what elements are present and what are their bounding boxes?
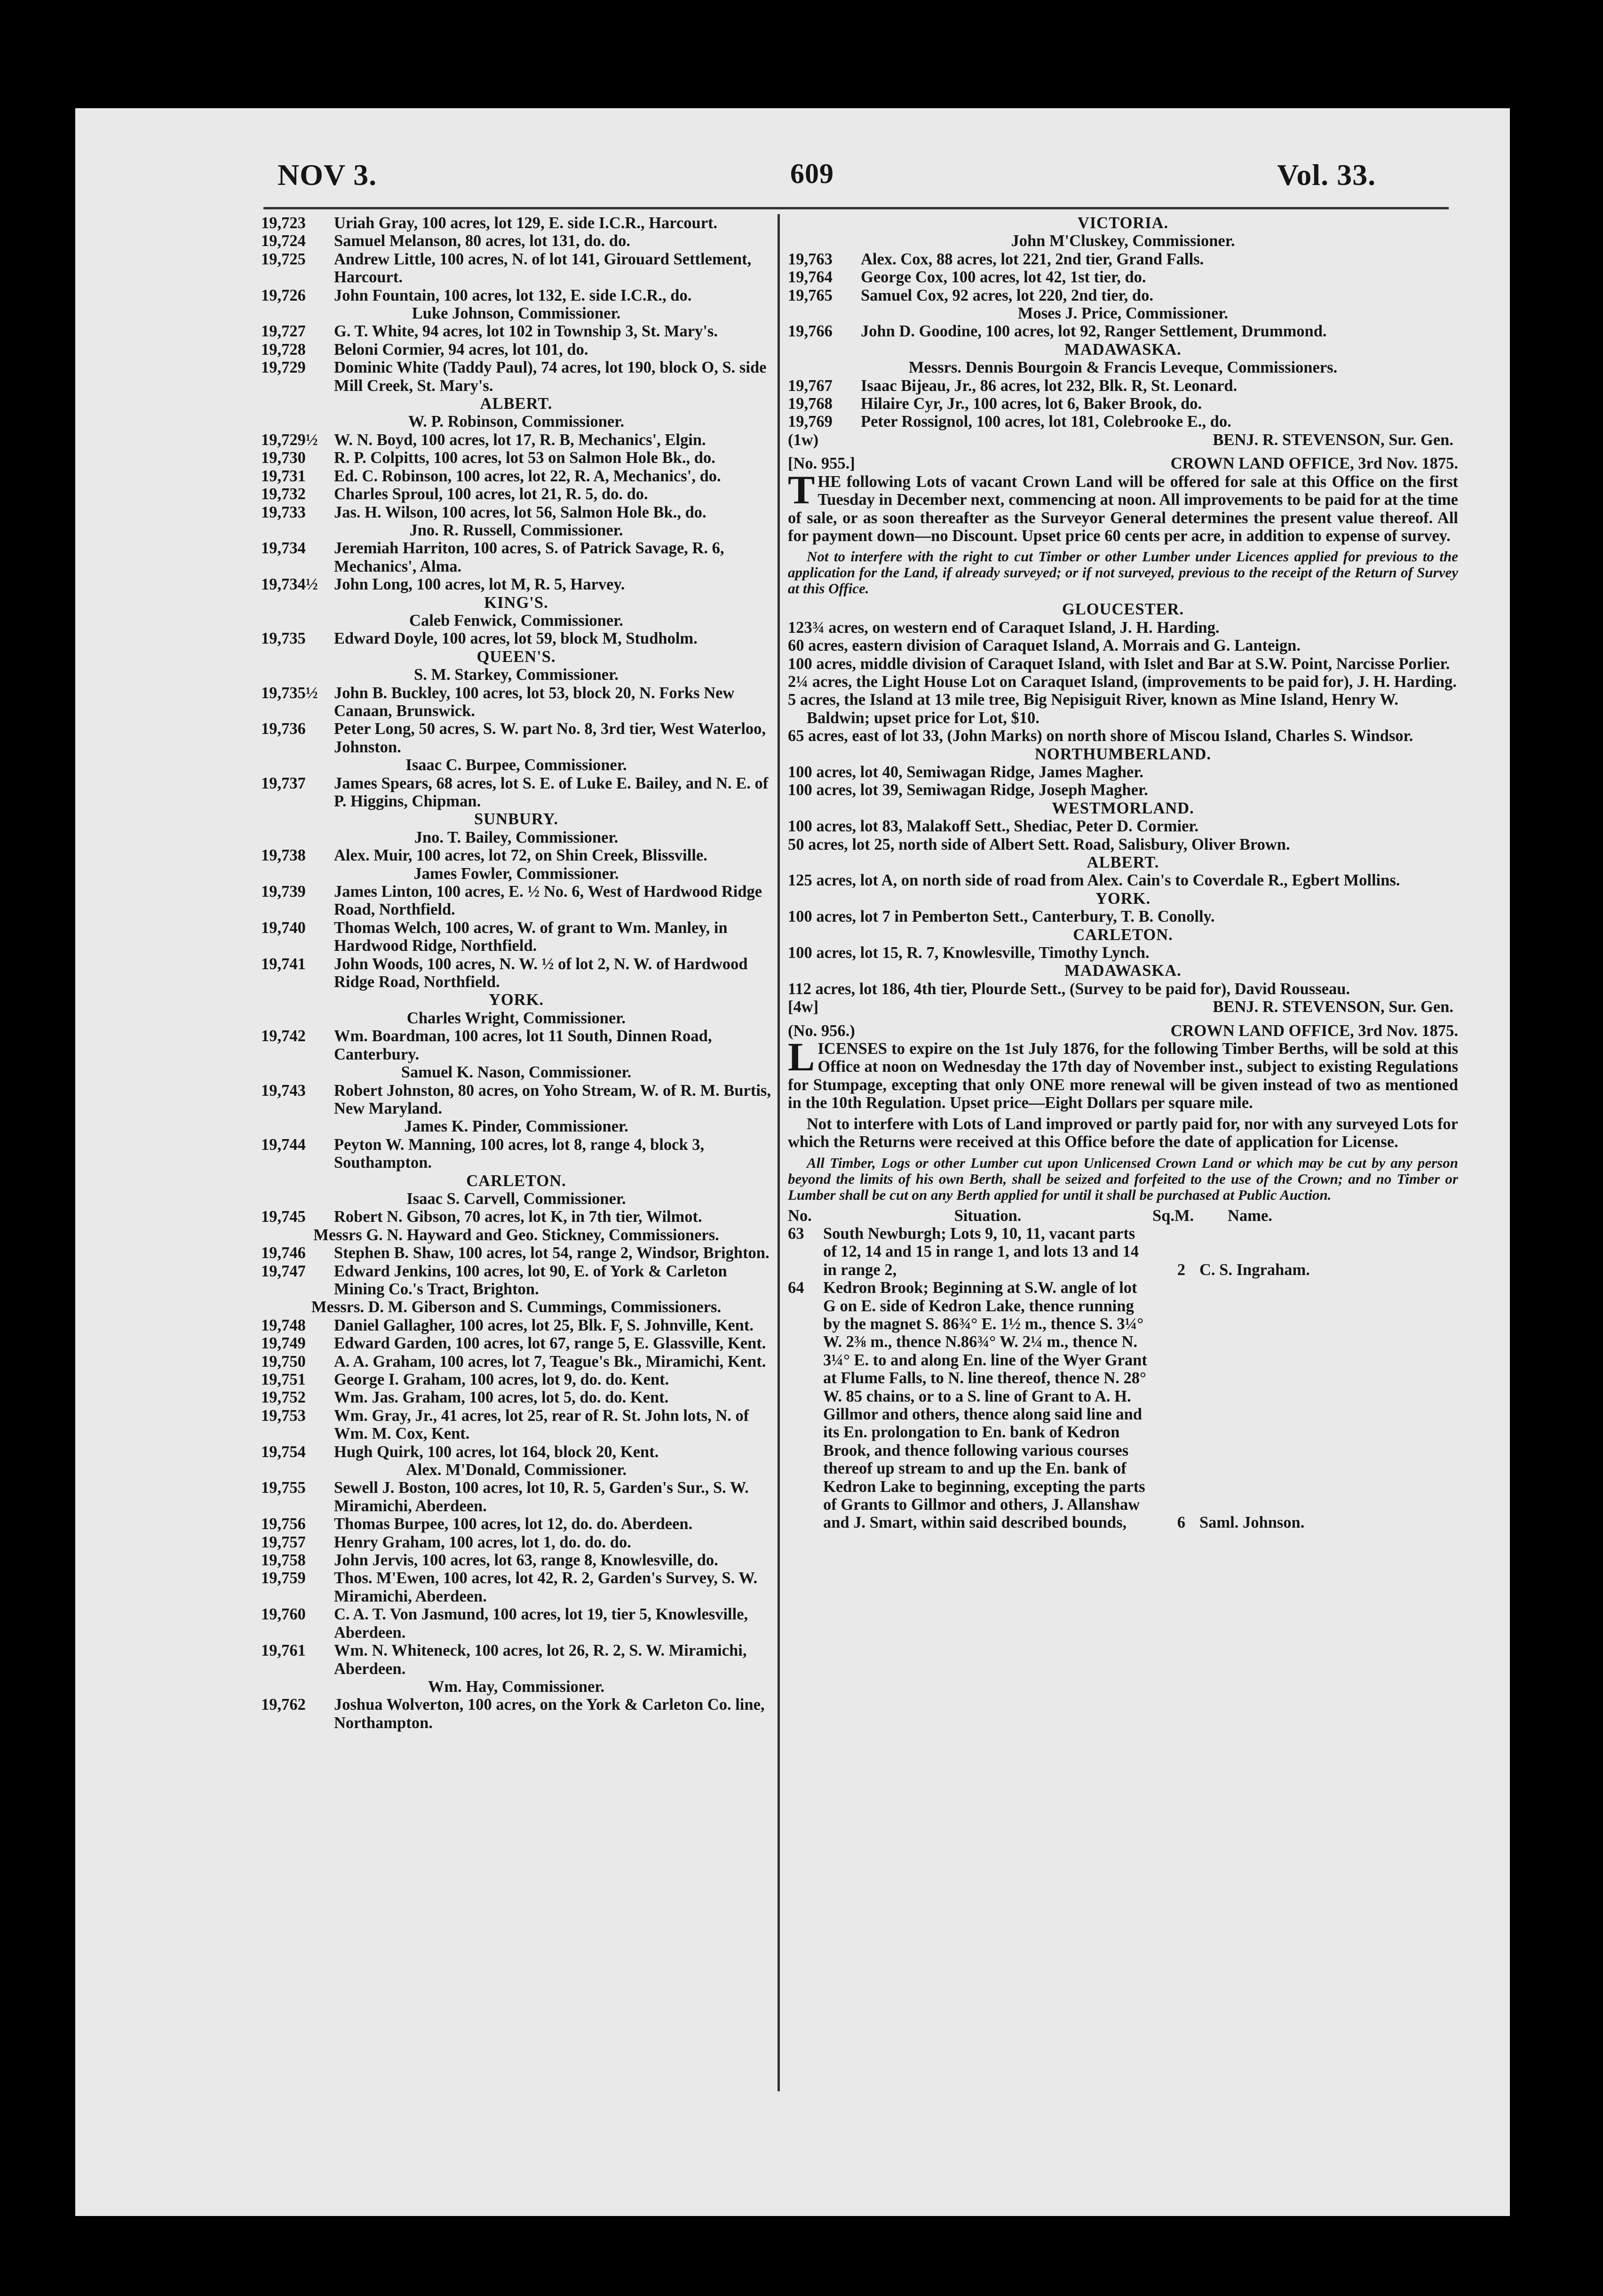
county-heading: GLOUCESTER. bbox=[1062, 600, 1184, 619]
grant-entry bbox=[788, 413, 1458, 430]
grant-entry bbox=[261, 1388, 771, 1406]
grant-entry bbox=[261, 485, 771, 503]
entry-number: 19,729 bbox=[261, 359, 306, 377]
grant-entry bbox=[261, 214, 771, 232]
commissioner-line: W. P. Robinson, Commissioner. bbox=[408, 413, 625, 431]
notice-body bbox=[788, 467, 1458, 545]
county-heading: NORTHUMBERLAND. bbox=[1034, 745, 1212, 763]
entry-text: Jeremiah Harriton, 100 acres, S. of Patrick Savage, R. 6, Mechanics', Alma. bbox=[334, 539, 724, 575]
insertion-mark: [4w] bbox=[788, 998, 819, 1016]
entry-text: Beloni Cormier, 94 acres, lot 101, do. bbox=[334, 340, 588, 359]
county-heading: QUEEN'S. bbox=[476, 647, 556, 666]
entry-number: 19,736 bbox=[261, 720, 306, 738]
commissioner-line: Luke Johnson, Commissioner. bbox=[412, 304, 621, 323]
entry-text: C. A. T. Von Jasmund, 100 acres, lot 19, tier 5, Knowlesville, Aberdeen. bbox=[334, 1605, 748, 1642]
entry-number: 19,767 bbox=[788, 376, 833, 395]
left-column bbox=[261, 214, 771, 1732]
entry-number: 19,738 bbox=[261, 846, 306, 865]
column-divider bbox=[778, 214, 780, 2091]
entry-number: 19,728 bbox=[261, 340, 306, 359]
grant-entry bbox=[261, 1479, 771, 1515]
entry-text: Jas. H. Wilson, 100 acres, lot 56, Salmon Hole Bk., do. bbox=[334, 503, 706, 521]
grant-entry bbox=[261, 449, 771, 467]
grant-entry bbox=[261, 1443, 771, 1461]
commissioner-line: James K. Pinder, Commissioner. bbox=[404, 1117, 628, 1136]
grant-entry bbox=[261, 684, 771, 720]
lot-entry: 5 acres, the Island at 13 mile tree, Big Nepisiguit River, known as Mine Island, Henry W. Baldwin; upset price for Lot, $10. bbox=[788, 691, 1398, 727]
entry-number: 19,726 bbox=[261, 286, 306, 304]
commissioner-line: Messrs G. N. Hayward and Geo. Stickney, Commissioners. bbox=[313, 1226, 719, 1244]
grant-entry bbox=[788, 322, 1458, 340]
entry-number: 19,754 bbox=[261, 1443, 306, 1461]
lot-entry: 100 acres, lot 40, Semiwagan Ridge, James Magher. bbox=[788, 763, 1144, 781]
county-heading: ALBERT. bbox=[1087, 853, 1159, 871]
entry-text: Charles Sproul, 100 acres, lot 21, R. 5, do. do. bbox=[334, 485, 648, 503]
grant-entry bbox=[261, 1208, 771, 1226]
entry-text: John Fountain, 100 acres, lot 132, E. side I.C.R., do. bbox=[334, 286, 692, 304]
county-heading: YORK. bbox=[1095, 889, 1151, 908]
lot-entry: 100 acres, middle division of Caraquet Island, with Islet and Bar at S.W. Point, Narcisse Porlier. bbox=[788, 654, 1450, 673]
grant-entry bbox=[261, 1642, 771, 1678]
entry-text: Peter Rossignol, 100 acres, lot 181, Colebrooke E., do. bbox=[861, 413, 1231, 431]
grant-entry bbox=[261, 322, 771, 340]
entry-text: A. A. Graham, 100 acres, lot 7, Teague's Bk., Miramichi, Kent. bbox=[334, 1352, 766, 1371]
entry-text: Edward Doyle, 100 acres, lot 59, block M, Studholm. bbox=[334, 630, 698, 648]
berth-sqm: 2 bbox=[1177, 1260, 1185, 1279]
grant-entry bbox=[261, 287, 771, 304]
county-heading: MADAWASKA. bbox=[1064, 340, 1182, 359]
berth-number: 63 bbox=[788, 1224, 804, 1243]
entry-number: 19,747 bbox=[261, 1262, 306, 1280]
berths-table bbox=[788, 1207, 1458, 1532]
entry-number: 19,734½ bbox=[261, 575, 318, 594]
entry-number: 19,748 bbox=[261, 1316, 306, 1334]
entry-number: 19,739 bbox=[261, 883, 306, 901]
grant-entry bbox=[788, 287, 1458, 304]
grant-entry bbox=[261, 503, 771, 521]
entry-number: 19,756 bbox=[261, 1515, 306, 1533]
entry-number: 19,724 bbox=[261, 232, 306, 250]
county-heading: YORK. bbox=[488, 991, 544, 1009]
entry-number: 19,731 bbox=[261, 467, 306, 485]
grant-entry bbox=[261, 1262, 771, 1299]
entry-number: 19,735 bbox=[261, 630, 306, 648]
entry-text: Sewell J. Boston, 100 acres, lot 10, R. 5, Garden's Sur., S. W. Miramichi, Aberdeen. bbox=[334, 1479, 749, 1515]
commissioner-line: Messrs. D. M. Giberson and S. Cummings, Commissioners. bbox=[311, 1298, 722, 1316]
notice-number: [No. 955.] bbox=[788, 454, 855, 473]
grant-entry bbox=[788, 268, 1458, 286]
berth-name: C. S. Ingraham. bbox=[1199, 1260, 1310, 1279]
berths-table-header bbox=[788, 1207, 1458, 1225]
commissioner-line: Wm. Hay, Commissioner. bbox=[428, 1677, 605, 1696]
grant-entry bbox=[261, 1334, 771, 1352]
entry-number: 19,749 bbox=[261, 1334, 306, 1353]
notice-condition: All Timber, Logs or other Lumber cut upon Unlicensed Crown Land or which may be cut by any person beyond the limits of his own Berth, shall be seized and forfeited to the use of the Crown; and no Timber or Lumber shall be cut on any Berth applied for until it shall be purchased at Public Auction. bbox=[788, 1154, 1458, 1203]
grant-entry bbox=[261, 250, 771, 287]
lot-entry: 100 acres, lot 83, Malakoff Sett., Shediac, Peter D. Cormier. bbox=[788, 817, 1199, 836]
col-sqm-header: Sq.M. bbox=[1152, 1206, 1194, 1225]
entry-number: 19,751 bbox=[261, 1371, 306, 1388]
lot-entry: 123¾ acres, on western end of Caraquet Island, J. H. Harding. bbox=[788, 618, 1220, 637]
entry-number: 19,746 bbox=[261, 1244, 306, 1262]
entry-text: Edward Garden, 100 acres, lot 67, range 5, E. Glassville, Kent. bbox=[334, 1334, 766, 1353]
entry-number: 19,768 bbox=[788, 395, 833, 413]
county-heading: KING'S. bbox=[484, 593, 548, 612]
notice-condition: Not to interfere with the right to cut Timber or other Lumber under Licences applied for previous to the application for the Land, if already surveyed; or if not surveyed, previous to the receipt of the Return of Survey at this Office. bbox=[788, 548, 1458, 597]
entry-text: Alex. Muir, 100 acres, lot 72, on Shin Creek, Blissville. bbox=[334, 846, 707, 865]
entry-number: 19,743 bbox=[261, 1081, 306, 1100]
grant-entry bbox=[261, 1515, 771, 1533]
col-no-header: No. bbox=[788, 1206, 812, 1225]
entry-text: Joshua Wolverton, 100 acres, on the York & Carleton Co. line, Northampton. bbox=[334, 1696, 765, 1732]
entry-number: 19,723 bbox=[261, 214, 306, 232]
lot-entry: 100 acres, lot 39, Semiwagan Ridge, Joseph Magher. bbox=[788, 781, 1148, 799]
entry-text: Stephen B. Shaw, 100 acres, lot 54, range 2, Windsor, Brighton. bbox=[334, 1244, 770, 1262]
entry-text: Daniel Gallagher, 100 acres, lot 25, Blk. F, S. Johnville, Kent. bbox=[334, 1316, 754, 1334]
entry-number: 19,730 bbox=[261, 449, 306, 467]
entry-text: George Cox, 100 acres, lot 42, 1st tier, do. bbox=[861, 268, 1146, 287]
col-situation-header: Situation. bbox=[954, 1206, 1022, 1225]
commissioner-line: Isaac C. Burpee, Commissioner. bbox=[405, 756, 627, 774]
entry-number: 19,744 bbox=[261, 1135, 306, 1154]
entry-text: George I. Graham, 100 acres, lot 9, do. do. Kent. bbox=[334, 1371, 669, 1388]
entry-text: Wm. Gray, Jr., 41 acres, lot 25, rear of R. St. John lots, N. of Wm. M. Cox, Kent. bbox=[334, 1406, 749, 1443]
county-heading: ALBERT. bbox=[480, 395, 553, 413]
entry-text: Wm. Jas. Graham, 100 acres, lot 5, do. do. Kent. bbox=[334, 1388, 669, 1407]
page-number: 609 bbox=[790, 158, 834, 189]
entry-text: Hugh Quirk, 100 acres, lot 164, block 20, Kent. bbox=[334, 1443, 659, 1461]
entry-text: Wm. Boardman, 100 acres, lot 11 South, Dinnen Road, Canterbury. bbox=[334, 1027, 712, 1063]
office-date: CROWN LAND OFFICE, 3rd Nov. 1875. bbox=[1170, 454, 1458, 473]
grant-entry bbox=[261, 883, 771, 919]
entry-text: Thomas Burpee, 100 acres, lot 12, do. do. Aberdeen. bbox=[334, 1515, 693, 1533]
entry-text: James Linton, 100 acres, E. ½ No. 6, West of Hardwood Ridge Road, Northfield. bbox=[334, 883, 762, 919]
grant-entry bbox=[261, 955, 771, 991]
notice-header bbox=[788, 454, 1458, 472]
notice-header bbox=[788, 1022, 1458, 1040]
grant-entry bbox=[261, 1371, 771, 1388]
commissioner-line: James Fowler, Commissioner. bbox=[413, 864, 619, 883]
lot-entry: 65 acres, east of lot 33, (John Marks) on north shore of Miscou Island, Charles S. Windsor. bbox=[788, 727, 1413, 745]
grant-entry bbox=[261, 575, 771, 593]
entry-text: Alex. Cox, 88 acres, lot 221, 2nd tier, Grand Falls. bbox=[861, 250, 1204, 268]
lot-entry: 100 acres, lot 7 in Pemberton Sett., Canterbury, T. B. Conolly. bbox=[788, 908, 1215, 926]
grant-entry bbox=[788, 395, 1458, 413]
notice-body-text: ICENSES to expire on the 1st July 1876, for the following Timber Berths, will be sold at this Office at noon on Wednesday the 17th day of November inst., subject to existing Regulations for Stumpage, excepting that only ONE more renewal will be given instead of two as mentioned in the 10th Regulation. Upset price—Eight Dollars per square mile. bbox=[788, 1040, 1458, 1112]
insertion-mark: (1w) bbox=[788, 430, 819, 449]
entry-number: 19,763 bbox=[788, 250, 833, 268]
berth-number: 64 bbox=[788, 1279, 804, 1297]
entry-number: 19,745 bbox=[261, 1208, 306, 1226]
entry-number: 19,755 bbox=[261, 1479, 306, 1497]
entry-number: 19,769 bbox=[788, 413, 833, 431]
grant-entry bbox=[261, 1353, 771, 1371]
entry-number: 19,733 bbox=[261, 503, 306, 521]
entry-text: Wm. N. Whiteneck, 100 acres, lot 26, R. 2, S. W. Miramichi, Aberdeen. bbox=[334, 1642, 747, 1678]
entry-text: Thomas Welch, 100 acres, W. of grant to Wm. Manley, in Hardwood Ridge, Northfield. bbox=[334, 918, 728, 955]
grant-entry bbox=[261, 1696, 771, 1732]
lot-entry: 50 acres, lot 25, north side of Albert Sett. Road, Salisbury, Oliver Brown. bbox=[788, 835, 1290, 853]
entry-text: Edward Jenkins, 100 acres, lot 90, E. of York & Carleton Mining Co.'s Tract, Brighton. bbox=[334, 1262, 727, 1298]
grant-entry bbox=[261, 774, 771, 811]
entry-text: John Jervis, 100 acres, lot 63, range 8, Knowlesville, do. bbox=[334, 1551, 718, 1570]
entry-number: 19,732 bbox=[261, 485, 306, 503]
drop-cap: T bbox=[788, 467, 815, 512]
grant-entry bbox=[261, 630, 771, 647]
grant-entry bbox=[261, 1605, 771, 1642]
entry-text: R. P. Colpitts, 100 acres, lot 53 on Salmon Hole Bk., do. bbox=[334, 449, 715, 467]
entry-text: Henry Graham, 100 acres, lot 1, do. do. do. bbox=[334, 1533, 631, 1551]
grant-entry bbox=[261, 1244, 771, 1262]
entry-text: John B. Buckley, 100 acres, lot 53, block 20, N. Forks New Canaan, Brunswick. bbox=[334, 684, 735, 720]
entry-text: Robert Johnston, 80 acres, on Yoho Stream, W. of R. M. Burtis, New Maryland. bbox=[334, 1081, 771, 1117]
berth-sqm: 6 bbox=[1177, 1514, 1185, 1532]
berth-row bbox=[788, 1279, 1458, 1532]
grant-entry bbox=[261, 1082, 771, 1118]
signature: BENJ. R. STEVENSON, Sur. Gen. bbox=[1213, 430, 1453, 449]
right-column bbox=[788, 214, 1458, 1532]
entry-text: G. T. White, 94 acres, lot 102 in Township 3, St. Mary's. bbox=[334, 322, 718, 341]
commissioner-line: Messrs. Dennis Bourgoin & Francis Leveque, Commissioners. bbox=[908, 359, 1338, 377]
commissioner-line: Isaac S. Carvell, Commissioner. bbox=[406, 1189, 626, 1208]
grant-entry bbox=[261, 720, 771, 756]
entry-number: 19,750 bbox=[261, 1352, 306, 1371]
entry-text: Dominic White (Taddy Paul), 74 acres, lot 190, block O, S. side Mill Creek, St. Mary's. bbox=[334, 359, 767, 395]
county-heading: WESTMORLAND. bbox=[1052, 799, 1194, 817]
entry-number: 19,752 bbox=[261, 1388, 306, 1407]
commissioner-line: Alex. M'Donald, Commissioner. bbox=[405, 1461, 627, 1479]
notice-number: (No. 956.) bbox=[788, 1021, 855, 1040]
berth-situation: South Newburgh; Lots 9, 10, 11, vacant parts of 12, 14 and 15 in range 1, and lots 13 and 14 in range 2, bbox=[823, 1224, 1139, 1279]
entry-number: 19,761 bbox=[261, 1642, 306, 1660]
entry-number: 19,734 bbox=[261, 539, 306, 558]
commissioner-line: Jno. T. Bailey, Commissioner. bbox=[414, 828, 619, 846]
entry-number: 19,727 bbox=[261, 322, 306, 341]
grant-entry bbox=[261, 232, 771, 250]
grant-entry bbox=[261, 919, 771, 955]
lot-entry: 112 acres, lot 186, 4th tier, Plourde Sett., (Survey to be paid for), David Rousseau. bbox=[788, 980, 1350, 998]
berth-situation: Kedron Brook; Beginning at S.W. angle of lot G on E. side of Kedron Lake, thence running by the magnet S. 86¾° E. 1½ m., thence S. 3¼° W. 2⅜ m., thence N.86¾° W. 2¼ m., thence N. 3¼° E. to and along En. line of the Wyer Grant at Flume Falls, to N. line thereof, thence N. 28° W. 85 chains, or to a S. line of Grant to A. H. Gillmor and others, thence along said line and its En. prolongation to En. bank of Kedron Brook, and thence following various courses thereof up stream to and up the En. bank of Kedron Lake to beginning, excepting the parts of Grants to Gillmor and others, J. Allanshaw and J. Smart, within said described bounds, bbox=[823, 1279, 1147, 1532]
entry-text: Peyton W. Manning, 100 acres, lot 8, range 4, block 3, Southampton. bbox=[334, 1135, 705, 1172]
lot-entry: 60 acres, eastern division of Caraquet Island, A. Morrais and G. Lanteign. bbox=[788, 637, 1301, 655]
entry-text: Isaac Bijeau, Jr., 86 acres, lot 232, Blk. R, St. Leonard. bbox=[861, 376, 1238, 395]
grant-entry bbox=[261, 467, 771, 485]
signature-line bbox=[788, 998, 1458, 1016]
grant-entry bbox=[788, 377, 1458, 395]
entry-text: Peter Long, 50 acres, S. W. part No. 8, 3rd tier, West Waterloo, Johnston. bbox=[334, 720, 766, 756]
office-date: CROWN LAND OFFICE, 3rd Nov. 1875. bbox=[1170, 1021, 1458, 1040]
notice-paragraph: Not to interfere with Lots of Land improved or partly paid for, nor with any surveyed Lots for which the Returns were received at this Office before the date of application for License. bbox=[788, 1115, 1458, 1151]
gazette-page bbox=[75, 108, 1510, 2216]
entry-text: James Spears, 68 acres, lot S. E. of Luke E. Bailey, and N. E. of P. Higgins, Chipman. bbox=[334, 774, 769, 810]
county-heading: CARLETON. bbox=[1073, 925, 1173, 944]
entry-number: 19,735½ bbox=[261, 684, 318, 702]
entry-text: John Woods, 100 acres, N. W. ½ of lot 2, N. W. of Hardwood Ridge Road, Northfield. bbox=[334, 955, 748, 991]
grant-entry bbox=[261, 1136, 771, 1172]
commissioner-line: John M'Cluskey, Commissioner. bbox=[1011, 232, 1235, 250]
entry-number: 19,757 bbox=[261, 1533, 306, 1551]
commissioner-line: Jno. R. Russell, Commissioner. bbox=[409, 521, 623, 539]
notice-body-text: HE following Lots of vacant Crown Land will be offered for sale at this Office on the first Tuesday in December next, commencing at noon. All improvements to be paid for at the time of sale, or as soon thereafter as the Surveyor General determines the present value thereof. All for payment down—no Discount. Upset price 60 cents per acre, in addition to expense of survey. bbox=[788, 472, 1458, 545]
grant-entry bbox=[261, 431, 771, 449]
grant-entry bbox=[261, 1027, 771, 1063]
lot-entry: 100 acres, lot 15, R. 7, Knowlesville, Timothy Lynch. bbox=[788, 944, 1150, 962]
entry-number: 19,758 bbox=[261, 1551, 306, 1570]
signature-line bbox=[788, 431, 1458, 449]
entry-text: Hilaire Cyr, Jr., 100 acres, lot 6, Baker Brook, do. bbox=[861, 395, 1202, 413]
entry-number: 19,725 bbox=[261, 250, 306, 268]
lot-entry: 125 acres, lot A, on north side of road from Alex. Cain's to Coverdale R., Egbert Mollins. bbox=[788, 871, 1400, 890]
grant-entry bbox=[261, 1407, 771, 1443]
grant-entry bbox=[261, 846, 771, 864]
entry-text: W. N. Boyd, 100 acres, lot 17, R. B, Mechanics', Elgin. bbox=[334, 430, 706, 449]
commissioner-line: Samuel K. Nason, Commissioner. bbox=[401, 1063, 632, 1082]
right-column-items bbox=[788, 214, 1458, 1203]
entry-text: Ed. C. Robinson, 100 acres, lot 22, R. A, Mechanics', do. bbox=[334, 467, 721, 485]
grant-entry bbox=[261, 1533, 771, 1551]
berth-row bbox=[788, 1225, 1458, 1279]
entry-number: 19,766 bbox=[788, 322, 833, 341]
grant-entry bbox=[261, 1569, 771, 1605]
entry-number: 19,765 bbox=[788, 286, 833, 304]
entry-text: John D. Goodine, 100 acres, lot 92, Ranger Settlement, Drummond. bbox=[861, 322, 1327, 341]
header-rule bbox=[263, 207, 1449, 209]
county-heading: MADAWASKA. bbox=[1064, 962, 1182, 980]
berth-name: Saml. Johnson. bbox=[1199, 1514, 1305, 1532]
volume-number: Vol. 33. bbox=[1277, 158, 1376, 191]
county-heading: SUNBURY. bbox=[474, 810, 559, 829]
commissioner-line: Caleb Fenwick, Commissioner. bbox=[409, 611, 623, 630]
lot-entry: 2¼ acres, the Light House Lot on Caraquet Island, (improvements to be paid for), J. H. Harding. bbox=[788, 672, 1457, 691]
grant-entry bbox=[261, 1316, 771, 1334]
entry-number: 19,742 bbox=[261, 1027, 306, 1045]
commissioner-line: Charles Wright, Commissioner. bbox=[406, 1009, 626, 1027]
commissioner-line: Moses J. Price, Commissioner. bbox=[1017, 304, 1229, 323]
grant-entry bbox=[261, 341, 771, 359]
col-name-header: Name. bbox=[1228, 1206, 1272, 1225]
issue-date: NOV 3. bbox=[278, 158, 377, 191]
entry-text: John Long, 100 acres, lot M, R. 5, Harvey. bbox=[334, 575, 625, 594]
entry-number: 19,729½ bbox=[261, 430, 318, 449]
entry-text: Uriah Gray, 100 acres, lot 129, E. side I.C.R., Harcourt. bbox=[334, 214, 718, 232]
entry-number: 19,753 bbox=[261, 1406, 306, 1425]
county-heading: CARLETON. bbox=[466, 1172, 566, 1190]
entry-text: Samuel Cox, 92 acres, lot 220, 2nd tier, do. bbox=[861, 286, 1153, 304]
entry-number: 19,764 bbox=[788, 268, 833, 287]
entry-number: 19,741 bbox=[261, 955, 306, 973]
entry-text: Andrew Little, 100 acres, N. of lot 141, Girouard Settlement, Harcourt. bbox=[334, 250, 752, 287]
county-heading: VICTORIA. bbox=[1077, 214, 1169, 232]
commissioner-line: S. M. Starkey, Commissioner. bbox=[414, 666, 619, 684]
grant-entry bbox=[261, 1551, 771, 1569]
entry-number: 19,759 bbox=[261, 1569, 306, 1587]
entry-number: 19,760 bbox=[261, 1605, 306, 1624]
entry-text: Samuel Melanson, 80 acres, lot 131, do. do. bbox=[334, 232, 630, 250]
entry-number: 19,737 bbox=[261, 774, 306, 792]
grant-entry bbox=[261, 359, 771, 395]
entry-number: 19,762 bbox=[261, 1696, 306, 1714]
entry-text: Robert N. Gibson, 70 acres, lot K, in 7th tier, Wilmot. bbox=[334, 1208, 702, 1226]
entry-text: Thos. M'Ewen, 100 acres, lot 42, R. 2, Garden's Survey, S. W. Miramichi, Aberdeen. bbox=[334, 1569, 758, 1605]
entry-number: 19,740 bbox=[261, 918, 306, 937]
grant-entry bbox=[788, 250, 1458, 268]
grant-entry bbox=[261, 539, 771, 575]
signature: BENJ. R. STEVENSON, Sur. Gen. bbox=[1213, 998, 1453, 1016]
notice-body bbox=[788, 1034, 1458, 1112]
drop-cap: L bbox=[788, 1034, 815, 1080]
